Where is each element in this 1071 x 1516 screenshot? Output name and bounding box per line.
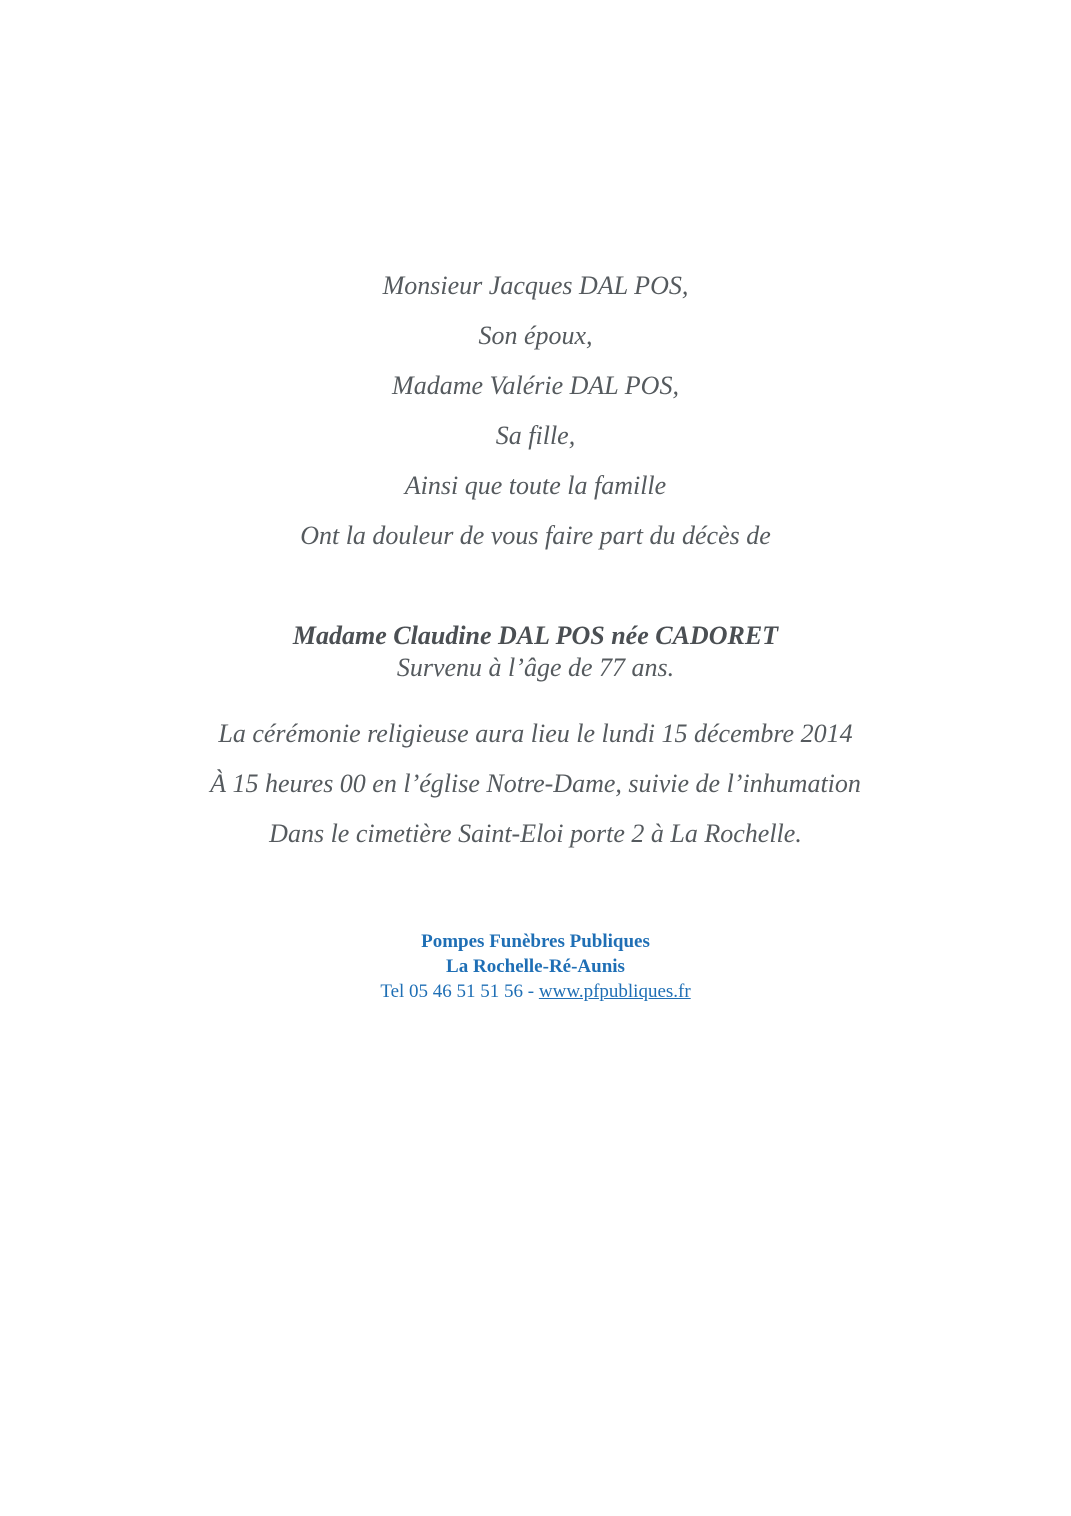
family-line-husband: Monsieur Jacques DAL POS, (382, 271, 689, 300)
footer-company: Pompes Funèbres Publiques (421, 931, 650, 952)
footer-location: La Rochelle-Ré-Aunis (446, 956, 625, 977)
family-line-relation-husband: Son époux, (478, 321, 593, 350)
ceremony-line-cemetery: Dans le cimetière Saint-Eloi porte 2 à La Rochelle. (269, 819, 802, 848)
footer-tel: Tel 05 46 51 51 56 - (380, 981, 539, 1002)
footer-contact (0, 980, 1071, 1004)
footer-website-link[interactable]: www.pfpubliques.fr (538, 981, 691, 1002)
family-line-family: Ainsi que toute la famille (404, 471, 667, 500)
deceased-age: Survenu à l’âge de 77 ans. (396, 653, 675, 682)
family-line-relation-daughter: Sa fille, (495, 421, 576, 450)
family-line-daughter: Madame Valérie DAL POS, (392, 371, 679, 400)
announcement-line: Ont la douleur de vous faire part du décès de (300, 521, 771, 550)
ceremony-line-date: La cérémonie religieuse aura lieu le lundi 15 décembre 2014 (218, 719, 853, 748)
deceased-name: Madame Claudine DAL POS née CADORET (292, 621, 779, 650)
ceremony-line-location: À 15 heures 00 en l’église Notre-Dame, suivie de l’inhumation (210, 769, 861, 798)
